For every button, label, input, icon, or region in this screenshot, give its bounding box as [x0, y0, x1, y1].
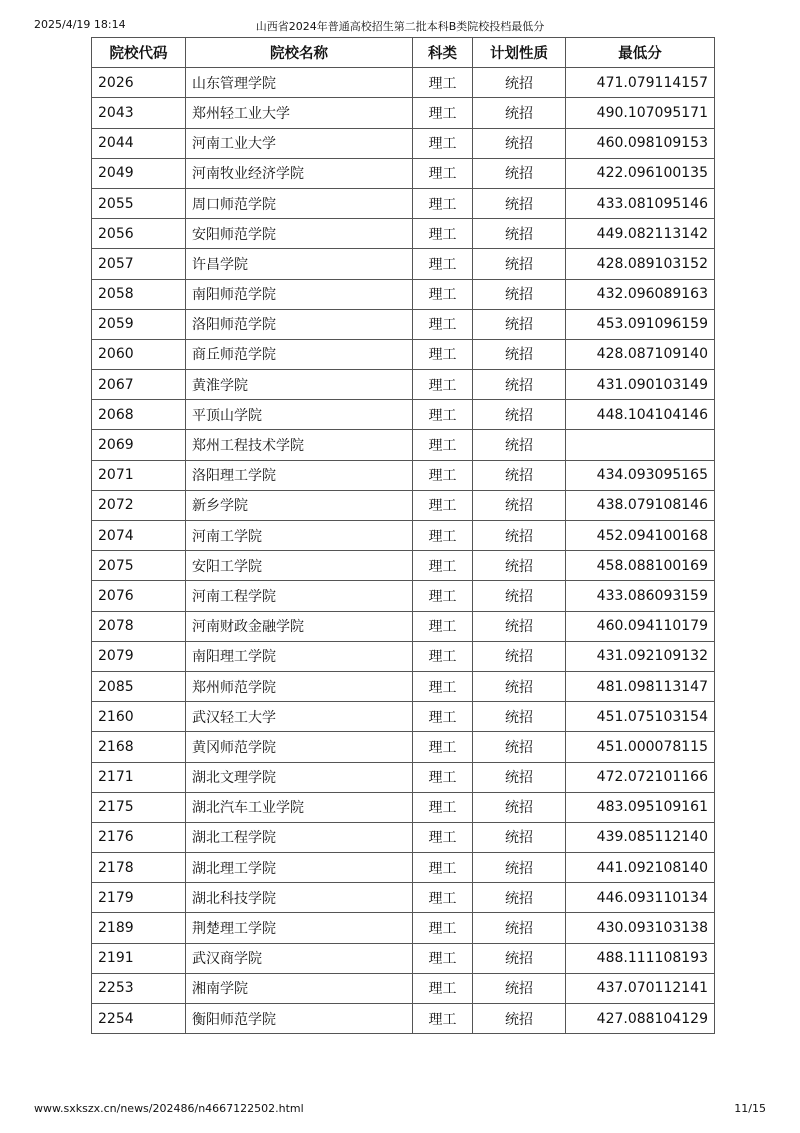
cell-min-score: 428.087109140	[566, 339, 715, 369]
cell-school-code: 2175	[92, 792, 186, 822]
table-row	[92, 913, 715, 943]
cell-category: 理工	[413, 400, 473, 430]
cell-category: 理工	[413, 98, 473, 128]
cell-plan-type: 统招	[473, 943, 566, 973]
column-header-code: 院校代码	[92, 38, 186, 68]
cell-school-name: 湖北理工学院	[186, 853, 413, 883]
cell-school-name: 武汉商学院	[186, 943, 413, 973]
cell-category: 理工	[413, 671, 473, 701]
cell-school-code: 2075	[92, 551, 186, 581]
cell-school-name: 商丘师范学院	[186, 339, 413, 369]
table-row	[92, 792, 715, 822]
table-header-row	[92, 38, 715, 68]
cell-category: 理工	[413, 460, 473, 490]
cell-plan-type: 统招	[473, 158, 566, 188]
cell-school-name: 河南牧业经济学院	[186, 158, 413, 188]
table-row	[92, 943, 715, 973]
table-row	[92, 1004, 715, 1034]
table-row	[92, 219, 715, 249]
cell-school-name: 平顶山学院	[186, 400, 413, 430]
cell-school-name: 黄淮学院	[186, 370, 413, 400]
cell-school-code: 2072	[92, 490, 186, 520]
cell-category: 理工	[413, 943, 473, 973]
cell-min-score: 431.090103149	[566, 370, 715, 400]
cell-min-score: 460.094110179	[566, 611, 715, 641]
cell-min-score: 449.082113142	[566, 219, 715, 249]
cell-plan-type: 统招	[473, 611, 566, 641]
cell-plan-type: 统招	[473, 551, 566, 581]
table-row	[92, 249, 715, 279]
cell-school-code: 2168	[92, 732, 186, 762]
cell-school-code: 2059	[92, 309, 186, 339]
cell-school-code: 2160	[92, 702, 186, 732]
table-row	[92, 822, 715, 852]
cell-category: 理工	[413, 490, 473, 520]
cell-plan-type: 统招	[473, 68, 566, 98]
cell-plan-type: 统招	[473, 732, 566, 762]
cell-school-code: 2171	[92, 762, 186, 792]
cell-school-name: 武汉轻工大学	[186, 702, 413, 732]
table-row	[92, 581, 715, 611]
cell-school-name: 黄冈师范学院	[186, 732, 413, 762]
table-row	[92, 883, 715, 913]
cell-min-score: 458.088100169	[566, 551, 715, 581]
cell-school-code: 2058	[92, 279, 186, 309]
cell-plan-type: 统招	[473, 128, 566, 158]
cell-category: 理工	[413, 913, 473, 943]
cell-min-score: 446.093110134	[566, 883, 715, 913]
cell-plan-type: 统招	[473, 279, 566, 309]
cell-plan-type: 统招	[473, 490, 566, 520]
cell-school-code: 2179	[92, 883, 186, 913]
cell-min-score: 452.094100168	[566, 521, 715, 551]
cell-category: 理工	[413, 853, 473, 883]
column-header-min-score: 最低分	[566, 38, 715, 68]
cell-min-score: 472.072101166	[566, 762, 715, 792]
cell-school-name: 洛阳理工学院	[186, 460, 413, 490]
cell-plan-type: 统招	[473, 883, 566, 913]
cell-min-score: 432.096089163	[566, 279, 715, 309]
cell-min-score: 453.091096159	[566, 309, 715, 339]
cell-plan-type: 统招	[473, 430, 566, 460]
cell-school-name: 河南工程学院	[186, 581, 413, 611]
cell-category: 理工	[413, 551, 473, 581]
column-header-name: 院校名称	[186, 38, 413, 68]
cell-school-code: 2067	[92, 370, 186, 400]
cell-plan-type: 统招	[473, 702, 566, 732]
cell-min-score: 451.000078115	[566, 732, 715, 762]
cell-school-name: 湖北文理学院	[186, 762, 413, 792]
cell-min-score: 460.098109153	[566, 128, 715, 158]
source-url: www.sxkszx.cn/news/202486/n4667122502.html	[34, 1102, 304, 1115]
table-row	[92, 370, 715, 400]
cell-school-code: 2178	[92, 853, 186, 883]
table-row	[92, 521, 715, 551]
cell-min-score: 437.070112141	[566, 973, 715, 1003]
cell-school-code: 2254	[92, 1004, 186, 1034]
cell-school-code: 2069	[92, 430, 186, 460]
cell-school-code: 2074	[92, 521, 186, 551]
cell-plan-type: 统招	[473, 822, 566, 852]
table-row	[92, 551, 715, 581]
cell-school-code: 2044	[92, 128, 186, 158]
page-title: 山西省2024年普通高校招生第二批本科B类院校投档最低分	[255, 20, 545, 33]
cell-school-code: 2049	[92, 158, 186, 188]
cell-school-code: 2189	[92, 913, 186, 943]
cell-category: 理工	[413, 370, 473, 400]
cell-plan-type: 统招	[473, 309, 566, 339]
cell-school-code: 2085	[92, 671, 186, 701]
cell-plan-type: 统招	[473, 98, 566, 128]
cell-min-score: 451.075103154	[566, 702, 715, 732]
cell-category: 理工	[413, 581, 473, 611]
cell-min-score: 428.089103152	[566, 249, 715, 279]
cell-plan-type: 统招	[473, 249, 566, 279]
table-row	[92, 762, 715, 792]
cell-min-score	[566, 430, 715, 460]
cell-category: 理工	[413, 279, 473, 309]
cell-min-score: 483.095109161	[566, 792, 715, 822]
cell-min-score: 448.104104146	[566, 400, 715, 430]
cell-school-name: 山东管理学院	[186, 68, 413, 98]
cell-school-code: 2076	[92, 581, 186, 611]
cell-category: 理工	[413, 249, 473, 279]
cell-school-name: 河南工学院	[186, 521, 413, 551]
cell-school-code: 2056	[92, 219, 186, 249]
table-row	[92, 279, 715, 309]
table-row	[92, 973, 715, 1003]
cell-plan-type: 统招	[473, 853, 566, 883]
cell-school-code: 2078	[92, 611, 186, 641]
cell-plan-type: 统招	[473, 1004, 566, 1034]
cell-school-code: 2253	[92, 973, 186, 1003]
table-row	[92, 98, 715, 128]
cell-category: 理工	[413, 521, 473, 551]
cell-category: 理工	[413, 641, 473, 671]
cell-school-name: 荆楚理工学院	[186, 913, 413, 943]
cell-category: 理工	[413, 883, 473, 913]
cell-category: 理工	[413, 68, 473, 98]
cell-plan-type: 统招	[473, 581, 566, 611]
cell-min-score: 490.107095171	[566, 98, 715, 128]
table-row	[92, 490, 715, 520]
cell-category: 理工	[413, 309, 473, 339]
table-row	[92, 702, 715, 732]
table-row	[92, 68, 715, 98]
table-row	[92, 732, 715, 762]
cell-school-code: 2176	[92, 822, 186, 852]
page-number: 11/15	[734, 1102, 766, 1115]
cell-category: 理工	[413, 158, 473, 188]
table-row	[92, 611, 715, 641]
cell-category: 理工	[413, 611, 473, 641]
cell-plan-type: 统招	[473, 188, 566, 218]
cell-school-name: 湘南学院	[186, 973, 413, 1003]
cell-category: 理工	[413, 973, 473, 1003]
cell-school-code: 2071	[92, 460, 186, 490]
cell-min-score: 427.088104129	[566, 1004, 715, 1034]
cell-school-code: 2055	[92, 188, 186, 218]
cell-school-name: 湖北科技学院	[186, 883, 413, 913]
cell-min-score: 438.079108146	[566, 490, 715, 520]
cell-category: 理工	[413, 732, 473, 762]
cell-school-name: 河南财政金融学院	[186, 611, 413, 641]
cell-category: 理工	[413, 128, 473, 158]
column-header-plan-type: 计划性质	[473, 38, 566, 68]
cell-category: 理工	[413, 339, 473, 369]
cell-category: 理工	[413, 219, 473, 249]
cell-min-score: 431.092109132	[566, 641, 715, 671]
cell-category: 理工	[413, 430, 473, 460]
cell-min-score: 441.092108140	[566, 853, 715, 883]
table-row	[92, 128, 715, 158]
cell-plan-type: 统招	[473, 913, 566, 943]
cell-plan-type: 统招	[473, 762, 566, 792]
cell-plan-type: 统招	[473, 370, 566, 400]
column-header-category: 科类	[413, 38, 473, 68]
cell-school-name: 周口师范学院	[186, 188, 413, 218]
table-body	[92, 68, 715, 1034]
cell-school-name: 河南工业大学	[186, 128, 413, 158]
table-row	[92, 339, 715, 369]
cell-school-name: 新乡学院	[186, 490, 413, 520]
cell-school-code: 2191	[92, 943, 186, 973]
cell-min-score: 430.093103138	[566, 913, 715, 943]
cell-plan-type: 统招	[473, 521, 566, 551]
table-row	[92, 188, 715, 218]
table-row	[92, 430, 715, 460]
cell-school-code: 2068	[92, 400, 186, 430]
admission-score-table	[91, 37, 715, 1034]
cell-min-score: 433.081095146	[566, 188, 715, 218]
cell-school-code: 2057	[92, 249, 186, 279]
cell-min-score: 488.111108193	[566, 943, 715, 973]
cell-school-code: 2079	[92, 641, 186, 671]
cell-school-code: 2026	[92, 68, 186, 98]
table-row	[92, 158, 715, 188]
cell-min-score: 434.093095165	[566, 460, 715, 490]
cell-category: 理工	[413, 762, 473, 792]
cell-school-code: 2060	[92, 339, 186, 369]
cell-category: 理工	[413, 822, 473, 852]
cell-plan-type: 统招	[473, 792, 566, 822]
cell-plan-type: 统招	[473, 973, 566, 1003]
cell-category: 理工	[413, 702, 473, 732]
cell-school-name: 安阳师范学院	[186, 219, 413, 249]
cell-min-score: 439.085112140	[566, 822, 715, 852]
cell-school-code: 2043	[92, 98, 186, 128]
cell-plan-type: 统招	[473, 219, 566, 249]
cell-min-score: 433.086093159	[566, 581, 715, 611]
cell-school-name: 郑州工程技术学院	[186, 430, 413, 460]
cell-school-name: 洛阳师范学院	[186, 309, 413, 339]
cell-plan-type: 统招	[473, 400, 566, 430]
cell-school-name: 许昌学院	[186, 249, 413, 279]
cell-category: 理工	[413, 188, 473, 218]
cell-plan-type: 统招	[473, 339, 566, 369]
cell-category: 理工	[413, 792, 473, 822]
cell-school-name: 湖北汽车工业学院	[186, 792, 413, 822]
print-datetime: 2025/4/19 18:14	[34, 18, 126, 31]
cell-plan-type: 统招	[473, 460, 566, 490]
cell-min-score: 471.079114157	[566, 68, 715, 98]
cell-min-score: 422.096100135	[566, 158, 715, 188]
table-row	[92, 671, 715, 701]
cell-school-name: 湖北工程学院	[186, 822, 413, 852]
cell-plan-type: 统招	[473, 671, 566, 701]
cell-plan-type: 统招	[473, 641, 566, 671]
table-row	[92, 400, 715, 430]
cell-school-name: 安阳工学院	[186, 551, 413, 581]
cell-school-name: 郑州轻工业大学	[186, 98, 413, 128]
cell-category: 理工	[413, 1004, 473, 1034]
cell-school-name: 南阳师范学院	[186, 279, 413, 309]
cell-school-name: 南阳理工学院	[186, 641, 413, 671]
cell-school-name: 郑州师范学院	[186, 671, 413, 701]
table-row	[92, 460, 715, 490]
table-row	[92, 309, 715, 339]
table-row	[92, 853, 715, 883]
cell-school-name: 衡阳师范学院	[186, 1004, 413, 1034]
cell-min-score: 481.098113147	[566, 671, 715, 701]
table-row	[92, 641, 715, 671]
